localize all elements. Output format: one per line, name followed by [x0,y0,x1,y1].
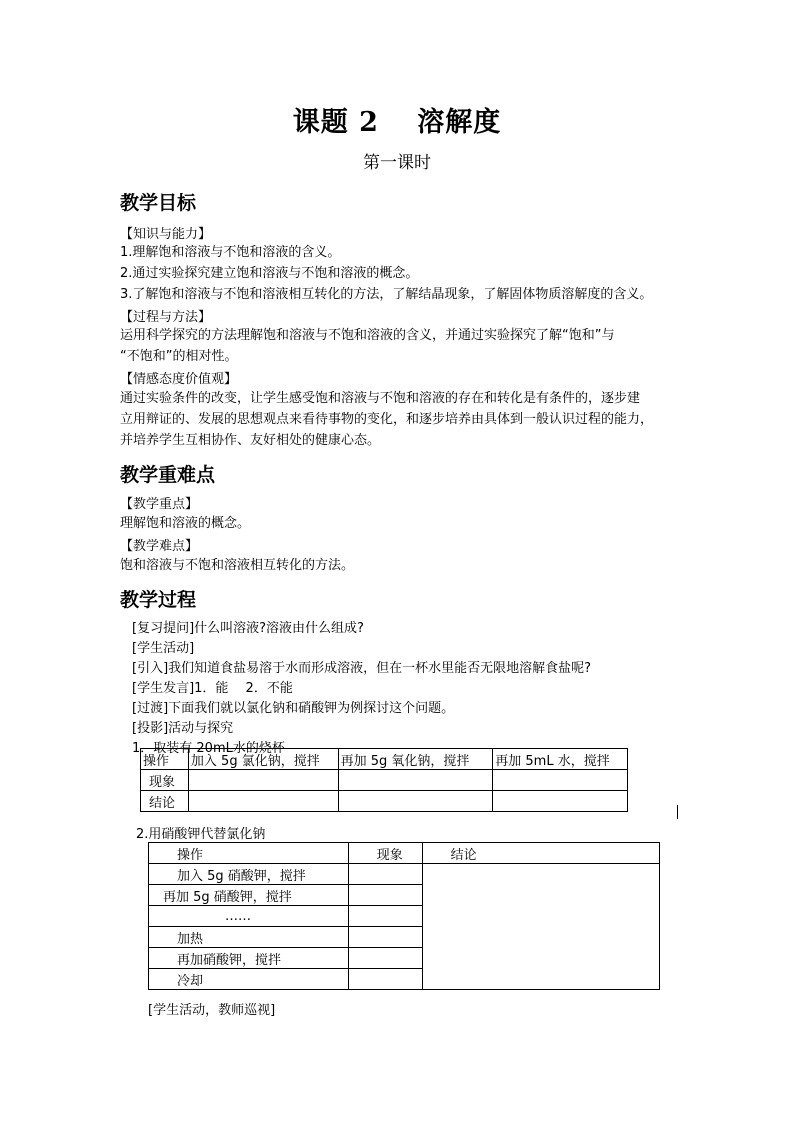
operation-cell: …… [149,906,349,927]
operation-cell: 冷却 [149,969,349,990]
process-line: 运用科学探究的方法理解饱和溶液与不饱和溶液的含义，并通过实验探究了解“饱和”与 [120,328,615,343]
knowledge-item: 1.理解饱和溶液与不饱和溶液的含义。 [120,245,341,260]
observation-cell [348,885,422,906]
table-header-cell: 现象 [348,843,422,864]
table-row [149,843,660,864]
section-heading-key-points: 教学重难点 [120,464,216,486]
knowledge-label: 【知识与能力】 [120,227,212,242]
observation-cell [348,906,422,927]
emotion-label: 【情感态度价值观】 [120,372,238,387]
difficulty-label: 【教学难点】 [120,539,199,554]
operation-cell: 再加硝酸钾，搅拌 [149,948,349,969]
table-header-cell: 结论 [422,843,659,864]
process-step: [过渡]下面我们就以氯化钠和硝酸钾为例探讨这个问题。 [132,701,455,716]
process-step: [投影]活动与探究 [132,721,234,736]
operation-cell: 加热 [149,927,349,948]
table-row-label: 结论 [141,791,189,812]
process-step: [学生发言]1．能 2．不能 [132,681,293,696]
page-subtitle: 第一课时 [363,153,431,173]
operation-cell: 再加 5g 硝酸钾，搅拌 [149,885,349,906]
table-row-label: 现象 [141,770,189,791]
table-cell [338,791,493,812]
table-cell [493,791,628,812]
knowledge-item: 2.通过实验探究建立饱和溶液与不饱和溶液的概念。 [120,266,419,281]
observation-cell [348,948,422,969]
section-heading-process: 教学过程 [120,589,197,611]
process-step: [引入]我们知道食盐易溶于水而形成溶液，但在一杯水里能否无限地溶解食盐呢? [132,661,592,676]
observation-cell [348,864,422,885]
operation-cell: 加入 5g 硝酸钾，搅拌 [149,864,349,885]
process-step: [学生活动] [132,641,195,656]
process-label: 【过程与方法】 [120,310,212,325]
conclusion-cell [422,864,659,990]
table-header-cell: 再加 5mL 水，搅拌 [493,749,628,770]
experiment-table-2 [148,842,660,990]
table-header-cell: 操作 [149,843,349,864]
table-row [141,770,628,791]
table-row [141,749,628,770]
emotion-line: 并培养学生互相协作、友好相处的健康心态。 [120,433,381,448]
table-cell [338,770,493,791]
process-step: [复习提问]什么叫溶液?溶液由什么组成? [132,621,364,636]
table-cell [493,770,628,791]
step-2-label: 2.用硝酸钾代替氯化钠 [136,827,266,842]
section-heading-objectives: 教学目标 [120,192,197,214]
table-cell [188,770,338,791]
knowledge-item: 3.了解饱和溶液与不饱和溶液相互转化的方法，了解结晶现象，了解固体物质溶解度的含义。 [120,287,653,302]
experiment-table-1 [140,748,628,812]
table-header-cell: 再加 5g 氧化钠，搅拌 [338,749,493,770]
observation-cell [348,969,422,990]
focus-label: 【教学重点】 [120,497,199,512]
emotion-line: 通过实验条件的改变，让学生感受饱和溶液与不饱和溶液的存在和转化是有条件的，逐步建 [120,391,641,406]
emotion-line: 立用辩证的、发展的思想观点来看待事物的变化，和逐步培养由具体到一般认识过程的能力， [120,412,654,427]
page-title: 课题 2 溶解度 [292,107,502,138]
table-header-cell: 加入 5g 氯化钠，搅拌 [188,749,338,770]
observation-cell [348,927,422,948]
text-cursor [677,805,678,819]
table-row [141,791,628,812]
process-line: “不饱和”的相对性。 [120,349,238,364]
closing-activity: [学生活动，教师巡视] [148,1003,276,1018]
focus-text: 理解饱和溶液的概念。 [120,516,251,531]
process-step: 1．取装有 20mL水的烧杯 [132,741,285,756]
table-header-cell: 操作 [141,749,189,770]
table-row [149,864,660,885]
table-cell [188,791,338,812]
difficulty-text: 饱和溶液与不饱和溶液相互转化的方法。 [120,558,355,573]
